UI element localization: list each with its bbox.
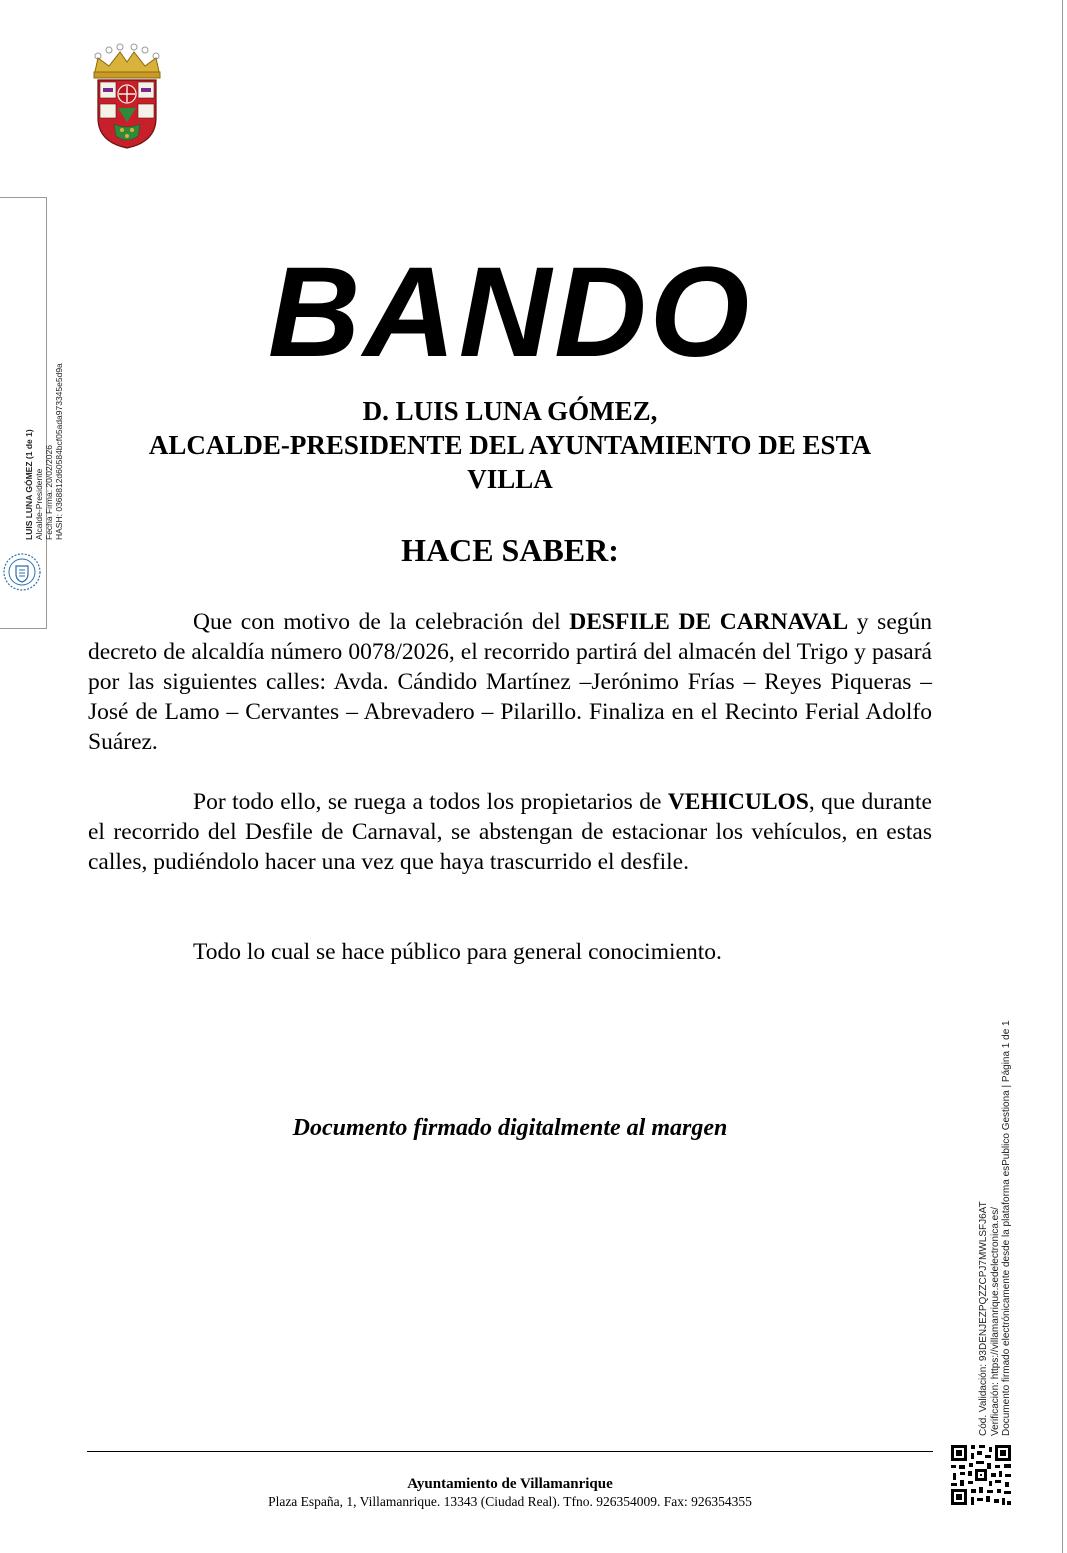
paragraph-vehicles-text-b: , que durante el recorrido del Desfile de Carnaval, se abstengan de estacionar los vehículos, en estas calles, pudiéndolo hacer una vez que haya trascurrido el desfile. <box>88 789 932 875</box>
paragraph-route <box>88 607 932 757</box>
paragraph-vehicles-bold: VEHICULOS <box>667 789 809 815</box>
signed-note: Documento firmado digitalmente al margen <box>292 1115 728 1141</box>
paragraph-route-text-b: y según decreto de alcaldía número 0078/2026, el recorrido partirá del almacén del Trigo y pasará por las siguientes calles: Avda. Cándido Martínez –Jerónimo Frías – Reyes Piqueras – José de Lamo – Cervantes – Abrevadero – Pilarillo. Finaliza en el Recinto Ferial Adolfo Suárez. <box>88 609 933 755</box>
footer-rule <box>87 1451 933 1452</box>
verification-details <box>978 966 1013 1436</box>
issuer-line-1: D. LUIS LUNA GÓMEZ, <box>362 396 658 426</box>
document-title: BANDO <box>267 241 753 384</box>
crown-icon <box>94 44 160 78</box>
electronic-seal-icon <box>2 552 42 592</box>
signer-name: LUIS LUNA GÓMEZ (1 de 1) <box>24 429 34 540</box>
paragraph-closing: Todo lo cual se hace público para general conocimiento. <box>193 939 722 965</box>
issuer-line-3: VILLA <box>467 464 553 494</box>
page-edge-rule <box>1062 0 1063 1553</box>
signer-role: Alcalde-Presidente <box>34 468 44 540</box>
footer-address: Plaza España, 1, Villamanrique. 13343 (Ciudad Real). Tfno. 926354009. Fax: 926354355 <box>268 1494 752 1509</box>
signature-date: Fecha Firma: 20/02/2026 <box>44 445 54 540</box>
paragraph-route-text-a: Que con motivo de la celebración del <box>193 609 570 635</box>
paragraph-vehicles-text-a: Por todo ello, se ruega a todos los propietarios de <box>193 789 668 815</box>
coat-of-arms-icon <box>86 42 168 150</box>
section-heading: HACE SABER: <box>401 532 619 568</box>
qr-code-icon <box>949 1443 1013 1507</box>
footer-organization: Ayuntamiento de Villamanrique <box>407 1476 613 1492</box>
verification-url: Verificación: https://villamanrique.sedelectronica.es/ <box>989 1206 1001 1436</box>
signature-hash: HASH: 0368812d60584bcf05ada973345e5d9a <box>54 363 64 540</box>
paragraph-vehicles <box>88 787 932 877</box>
issuer-line-2: ALCALDE-PRESIDENTE DEL AYUNTAMIENTO DE ESTA <box>148 430 872 460</box>
paragraph-route-bold: DESFILE DE CARNAVAL <box>569 609 849 635</box>
validation-code: Cód. Validación: 93DENJEZPQZZCPJ7MWLSFJ6AT <box>978 1201 989 1436</box>
platform-note: Documento firmado electrónicamente desde la plataforma esPublico Gestiona | Página 1 de 1 <box>1001 1020 1012 1436</box>
